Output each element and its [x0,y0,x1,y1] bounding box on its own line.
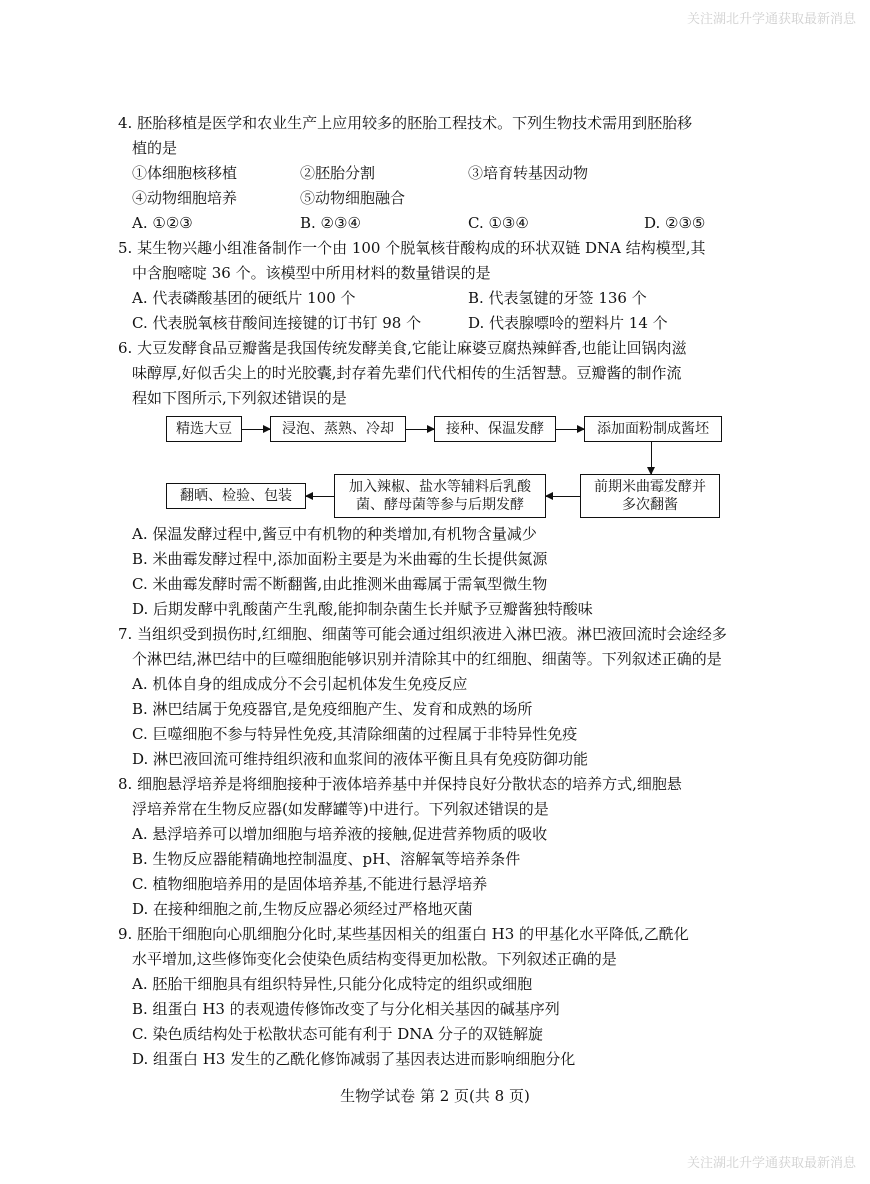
q6-option-a: A. 保温发酵过程中,酱豆中有机物的种类增加,有机物含量减少 [132,525,537,543]
flow-step-label: 接种、保温发酵 [446,421,544,437]
flow-step-label-line1: 加入辣椒、盐水等辅料后乳酸 [349,479,531,495]
watermark-top: 关注湖北升学通获取最新消息 [686,12,856,27]
q4-item-3: ③培育转基因动物 [468,164,589,182]
q4-option-a: A. ①②③ [132,214,193,232]
flow-step-dry-inspect-pack [166,483,306,509]
q6-stem-line2: 味醇厚,好似舌尖上的时光胶囊,封存着先辈们代代相传的生活智慧。豆瓣酱的制作流 [132,364,682,382]
flow-step-label-line2: 菌、酵母菌等参与后期发酵 [356,497,524,513]
flow-arrow-1 [242,429,270,430]
q5-option-c: C. 代表脱氧核苷酸间连接键的订书钉 98 个 [132,314,422,332]
q4-item-1: ①体细胞核移植 [132,164,238,182]
q9-option-a: A. 胚胎干细胞具有组织特异性,只能分化成特定的组织或细胞 [132,975,533,993]
q8-option-a: A. 悬浮培养可以增加细胞与培养液的接触,促进营养物质的吸收 [132,825,548,843]
q9-stem-line2: 水平增加,这些修饰变化会使染色质结构变得更加松散。下列叙述正确的是 [132,950,617,968]
q8-stem-line1: 8. 细胞悬浮培养是将细胞接种于液体培养基中并保持良好分散状态的培养方式,细胞悬 [118,775,682,793]
q4-stem-line1: 4. 胚胎移植是医学和农业生产上应用较多的胚胎工程技术。下列生物技术需用到胚胎移 [118,114,693,132]
flow-step-label-line2: 多次翻酱 [622,497,678,513]
q7-option-a: A. 机体自身的组成成分不会引起机体发生免疫反应 [132,675,468,693]
watermark-bottom: 关注湖北升学通获取最新消息 [686,1156,856,1171]
q5-stem-line2: 中含胞嘧啶 36 个。该模型中所用材料的数量错误的是 [132,264,491,282]
flow-arrow-5 [546,496,580,497]
q6-option-d: D. 后期发酵中乳酸菌产生乳酸,能抑制杂菌生长并赋予豆瓣酱独特酸味 [132,600,593,618]
flow-step-label-line1: 前期米曲霉发酵并 [594,479,706,495]
q6-stem-line1: 6. 大豆发酵食品豆瓣酱是我国传统发酵美食,它能让麻婆豆腐热辣鲜香,也能让回锅肉滋 [118,339,687,357]
q9-option-b: B. 组蛋白 H3 的表观遗传修饰改变了与分化相关基因的碱基序列 [132,1000,560,1018]
q8-option-c: C. 植物细胞培养用的是固体培养基,不能进行悬浮培养 [132,875,488,893]
q5-option-d: D. 代表腺嘌呤的塑料片 14 个 [468,314,668,332]
flow-step-label: 添加面粉制成酱坯 [597,421,709,437]
q7-option-d: D. 淋巴液回流可维持组织液和血浆间的液体平衡且具有免疫防御功能 [132,750,589,768]
q9-stem-line1: 9. 胚胎干细胞向心肌细胞分化时,某些基因相关的组蛋白 H3 的甲基化水平降低,乙酰化 [118,925,689,943]
flow-step-label: 翻晒、检验、包装 [180,488,292,504]
q6-stem-line3: 程如下图所示,下列叙述错误的是 [132,389,347,407]
flow-step-label: 浸泡、蒸熟、冷却 [282,421,394,437]
flow-arrow-6 [306,496,334,497]
q4-item-5: ⑤动物细胞融合 [300,189,406,207]
flow-step-inoculate-ferment [434,416,556,442]
q4-option-d: D. ②③⑤ [644,214,706,232]
q5-option-b: B. 代表氢键的牙签 136 个 [468,289,647,307]
q8-option-b: B. 生物反应器能精确地控制温度、pH、溶解氧等培养条件 [132,850,521,868]
q8-stem-line2: 浮培养常在生物反应器(如发酵罐等)中进行。下列叙述错误的是 [132,800,549,818]
q9-option-c: C. 染色质结构处于松散状态可能有利于 DNA 分子的双链解旋 [132,1025,544,1043]
q4-item-4: ④动物细胞培养 [132,189,238,207]
flow-step-add-flour [584,416,722,442]
q8-option-d: D. 在接种细胞之前,生物反应器必须经过严格地灭菌 [132,900,473,918]
q5-option-a: A. 代表磷酸基团的硬纸片 100 个 [132,289,356,307]
page-footer: 生物学试卷 第 2 页(共 8 页) [340,1087,530,1105]
flow-step-soak-steam-cool [270,416,406,442]
q4-stem-line2: 植的是 [132,139,178,157]
flow-step-early-fermentation [580,474,720,518]
q4-option-b: B. ②③④ [300,214,361,232]
flow-arrow-3 [556,429,584,430]
q9-option-d: D. 组蛋白 H3 发生的乙酰化修饰减弱了基因表达进而影响细胞分化 [132,1050,576,1068]
q5-stem-line1: 5. 某生物兴趣小组准备制作一个由 100 个脱氧核苷酸构成的环状双链 DNA 结构模型,其 [118,239,706,257]
flow-arrow-2 [406,429,434,430]
q7-option-c: C. 巨噬细胞不参与特异性免疫,其清除细菌的过程属于非特异性免疫 [132,725,578,743]
q7-stem-line2: 个淋巴结,淋巴结中的巨噬细胞能够识别并清除其中的红细胞、细菌等。下列叙述正确的是 [132,650,722,668]
flow-step-select-soybeans [166,416,242,442]
q6-option-c: C. 米曲霉发酵时需不断翻酱,由此推测米曲霉属于需氧型微生物 [132,575,548,593]
q4-item-2: ②胚胎分割 [300,164,376,182]
q6-option-b: B. 米曲霉发酵过程中,添加面粉主要是为米曲霉的生长提供氮源 [132,550,548,568]
q7-option-b: B. 淋巴结属于免疫器官,是免疫细胞产生、发育和成熟的场所 [132,700,533,718]
flow-arrow-4 [651,442,652,474]
flow-step-late-fermentation [334,474,546,518]
q4-option-c: C. ①③④ [468,214,529,232]
q7-stem-line1: 7. 当组织受到损伤时,红细胞、细菌等可能会通过组织液进入淋巴液。淋巴液回流时会途经多 [118,625,727,643]
flow-step-label: 精选大豆 [176,421,232,437]
